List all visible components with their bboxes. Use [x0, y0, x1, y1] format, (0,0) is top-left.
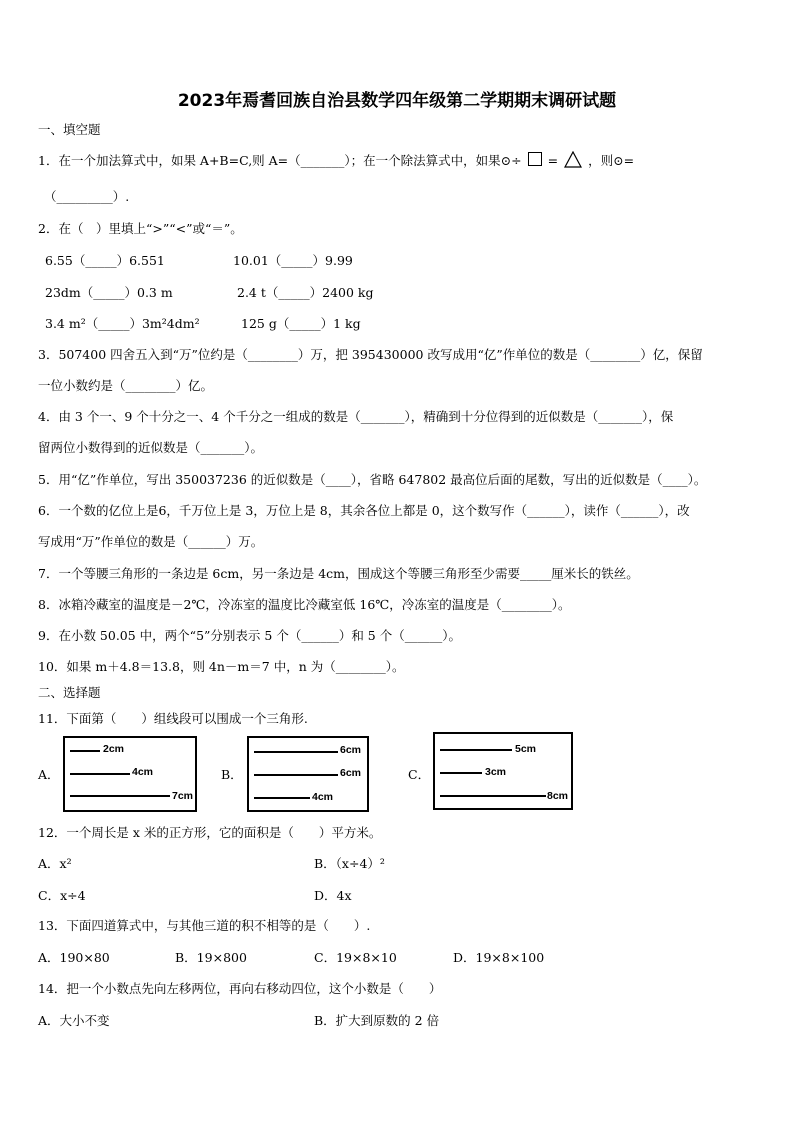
segment-label: 3cm: [485, 766, 507, 778]
question-14-option-a: A．大小不变: [38, 1013, 110, 1028]
option-b-segment-box: [247, 736, 369, 812]
question-6: 6．一个数的亿位上是6，千万位上是 3，万位上是 8，其余各位上都是 0，这个数写作（______），读作（______），改: [38, 503, 690, 518]
segment-line: [254, 774, 338, 776]
segment-label: 2cm: [103, 743, 125, 755]
option-c-label: C．: [408, 767, 431, 782]
question-13-option-a: A．190×80: [38, 950, 110, 965]
question-4-cont: 留两位小数得到的近似数是（_______）。: [38, 440, 264, 455]
question-12-option-b: B．（x÷4）²: [314, 856, 385, 871]
equals-sign: =: [547, 153, 559, 168]
question-10: 10．如果 m＋4.8＝13.8，则 4n－m＝7 中，n 为（________）。: [38, 659, 405, 674]
option-a-segment-box: [63, 736, 197, 812]
question-12-option-d: D．4x: [314, 888, 352, 903]
question-1-text: 1．在一个加法算式中，如果 A+B=C,则 A=（_______）；在一个除法算式中，如果⊙÷: [38, 153, 522, 168]
segment-label: 4cm: [312, 791, 334, 803]
square-icon: [528, 152, 542, 166]
question-13-option-b: B．19×800: [175, 950, 247, 965]
segment-line: [70, 750, 100, 752]
question-11-stem: 11．下面第（ ）组线段可以围成一个三角形.: [38, 711, 308, 726]
question-13-option-d: D．19×8×100: [453, 950, 545, 965]
question-2-item: 3.4 m²（_____）3m²4dm²: [45, 316, 200, 331]
question-2-item: 125 g（_____）1 kg: [241, 316, 361, 331]
question-12-option-a: A．x²: [38, 856, 72, 871]
option-c-segment-box: [433, 732, 573, 810]
question-1-answer-blank: （_________）.: [44, 189, 130, 204]
question-13-option-c: C．19×8×10: [314, 950, 397, 965]
segment-line: [440, 772, 482, 774]
triangle-icon: [564, 151, 582, 171]
segment-line: [70, 795, 170, 797]
segment-label: 7cm: [172, 790, 194, 802]
question-13-stem: 13．下面四道算式中，与其他三道的积不相等的是（ ）.: [38, 918, 371, 933]
question-4: 4．由 3 个一、9 个十分之一、4 个千分之一组成的数是（_______），精确到十分位得到的近似数是（_______），保: [38, 409, 674, 424]
question-2-item: 23dm（_____）0.3 m: [45, 285, 173, 300]
section-heading-fill-blank: 一、填空题: [38, 122, 101, 137]
question-6-cont: 写成用“万”作单位的数是（______）万。: [38, 534, 264, 549]
question-2-item: 6.55（_____）6.551: [45, 253, 165, 268]
question-12-stem: 12．一个周长是 x 米的正方形，它的面积是（ ）平方米。: [38, 825, 382, 840]
question-3: 3．507400 四舍五入到“万”位约是（________）万，把 395430000 改写成用“亿”作单位的数是（________）亿，保留: [38, 347, 703, 362]
segment-label: 8cm: [547, 790, 569, 802]
question-12-option-c: C．x÷4: [38, 888, 86, 903]
question-14-stem: 14．把一个小数点先向左移两位，再向右移动四位，这个小数是（ ）: [38, 981, 442, 996]
question-8: 8．冰箱冷藏室的温度是－2℃，冷冻室的温度比冷藏室低 16℃，冷冻室的温度是（________）。: [38, 597, 571, 612]
segment-line: [440, 749, 512, 751]
question-1-result: ，则⊙=: [588, 153, 635, 168]
question-3-cont: 一位小数约是（________）亿。: [38, 378, 214, 393]
segment-line: [254, 751, 338, 753]
segment-label: 6cm: [340, 767, 362, 779]
page-title: 2023年焉耆回族自治县数学四年级第二学期期末调研试题: [177, 91, 617, 111]
option-b-label: B．: [221, 767, 243, 782]
segment-line: [254, 797, 310, 799]
question-2-item: 2.4 t（_____）2400 kg: [237, 285, 374, 300]
option-a-label: A．: [38, 767, 60, 782]
segment-label: 6cm: [340, 744, 362, 756]
question-14-option-b: B．扩大到原数的 2 倍: [314, 1013, 440, 1028]
question-5: 5．用“亿”作单位，写出 350037236 的近似数是（____），省略 647802 最高位后面的尾数，写出的近似数是（____）。: [38, 472, 707, 487]
question-7: 7．一个等腰三角形的一条边是 6cm，另一条边是 4cm，围成这个等腰三角形至少需要_____厘米长的铁丝。: [38, 566, 639, 581]
question-2-item: 10.01（_____）9.99: [233, 253, 353, 268]
question-1: [38, 151, 634, 171]
segment-label: 5cm: [515, 743, 537, 755]
question-9: 9．在小数 50.05 中，两个“5”分别表示 5 个（______）和 5 个（______）。: [38, 628, 461, 643]
section-heading-multiple-choice: 二、选择题: [38, 685, 101, 700]
segment-label: 4cm: [132, 766, 154, 778]
segment-line: [440, 795, 546, 797]
segment-line: [70, 773, 130, 775]
question-2-stem: 2．在（ ）里填上“>”“<”或“＝”。: [38, 221, 243, 236]
